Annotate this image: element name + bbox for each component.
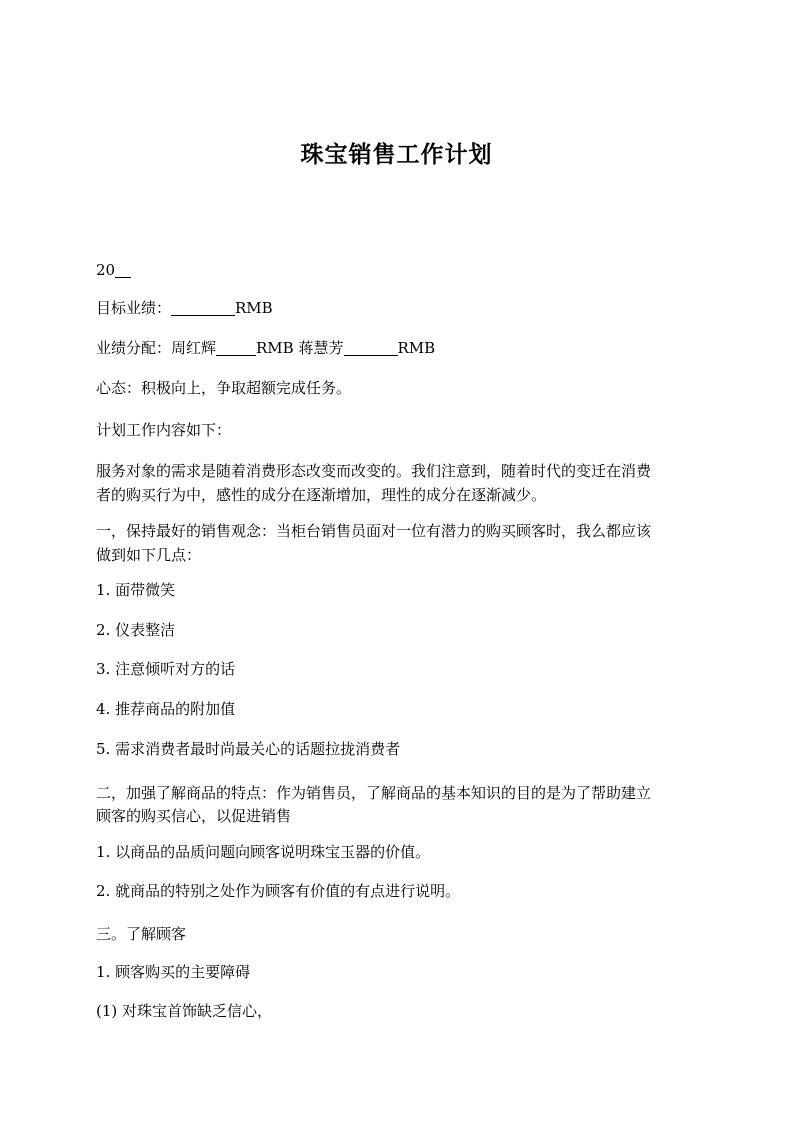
mindset-line: 心态：积极向上，争取超额完成任务。	[96, 379, 352, 397]
list-item-5: 5. 需求消费者最时尚最关心的话题拉拢消费者	[96, 740, 401, 758]
alloc-name-2: 蒋慧芳	[298, 339, 344, 357]
section-2-line-2: 顾客的购买信心，以促进销售	[96, 807, 292, 825]
year-line	[96, 258, 696, 282]
alloc-blank-1	[216, 339, 256, 356]
section-2-line-1: 二，加强了解商品的特点：作为销售员，了解商品的基本知识的目的是为了帮助建立	[96, 784, 652, 802]
section-1-line-2: 做到如下几点：	[96, 546, 202, 564]
section-1-line-1: 一，保持最好的销售观念：当柜台销售员面对一位有潜力的购买顾客时，我么都应该	[96, 522, 652, 540]
list-item-3: 3. 注意倾听对方的话	[96, 660, 236, 678]
target-blank	[171, 299, 235, 316]
plan-intro: 计划工作内容如下：	[96, 421, 232, 439]
alloc-unit-2: RMB	[397, 339, 436, 357]
target-unit: RMB	[235, 299, 273, 317]
year-text: 20	[96, 261, 116, 279]
section-3-heading: 三。了解顾客	[96, 925, 187, 943]
section-2-item-1: 1. 以商品的品质问题向顾客说明珠宝玉器的价值。	[96, 843, 431, 861]
list-item-4: 4. 推荐商品的附加值	[96, 700, 236, 718]
list-item-2: 2. 仪表整洁	[96, 621, 176, 639]
page-title: 珠宝销售工作计划	[300, 142, 493, 168]
paragraph-1-line-1: 服务对象的需求是随着消费形态改变而改变的。我们注意到，随着时代的变迁在消费	[96, 462, 652, 480]
alloc-blank-2	[344, 339, 398, 356]
alloc-unit-1: RMB	[256, 339, 294, 357]
section-3-subitem-1: (1) 对珠宝首饰缺乏信心，	[96, 1002, 273, 1020]
paragraph-1-line-2: 者的购买行为中，感性的成分在逐渐增加，理性的成分在逐渐减少。	[96, 486, 547, 504]
allocation-line	[96, 336, 696, 360]
section-2-item-2: 2. 就商品的特别之处作为顾客有价值的有点进行说明。	[96, 882, 461, 900]
target-line	[96, 296, 696, 320]
section-3-item-1: 1. 顾客购买的主要障碍	[96, 963, 251, 981]
target-label: 目标业绩：	[96, 299, 172, 317]
year-blank	[115, 261, 131, 278]
alloc-label: 业绩分配：周红辉	[96, 339, 217, 357]
list-item-1: 1. 面带微笑	[96, 581, 176, 599]
